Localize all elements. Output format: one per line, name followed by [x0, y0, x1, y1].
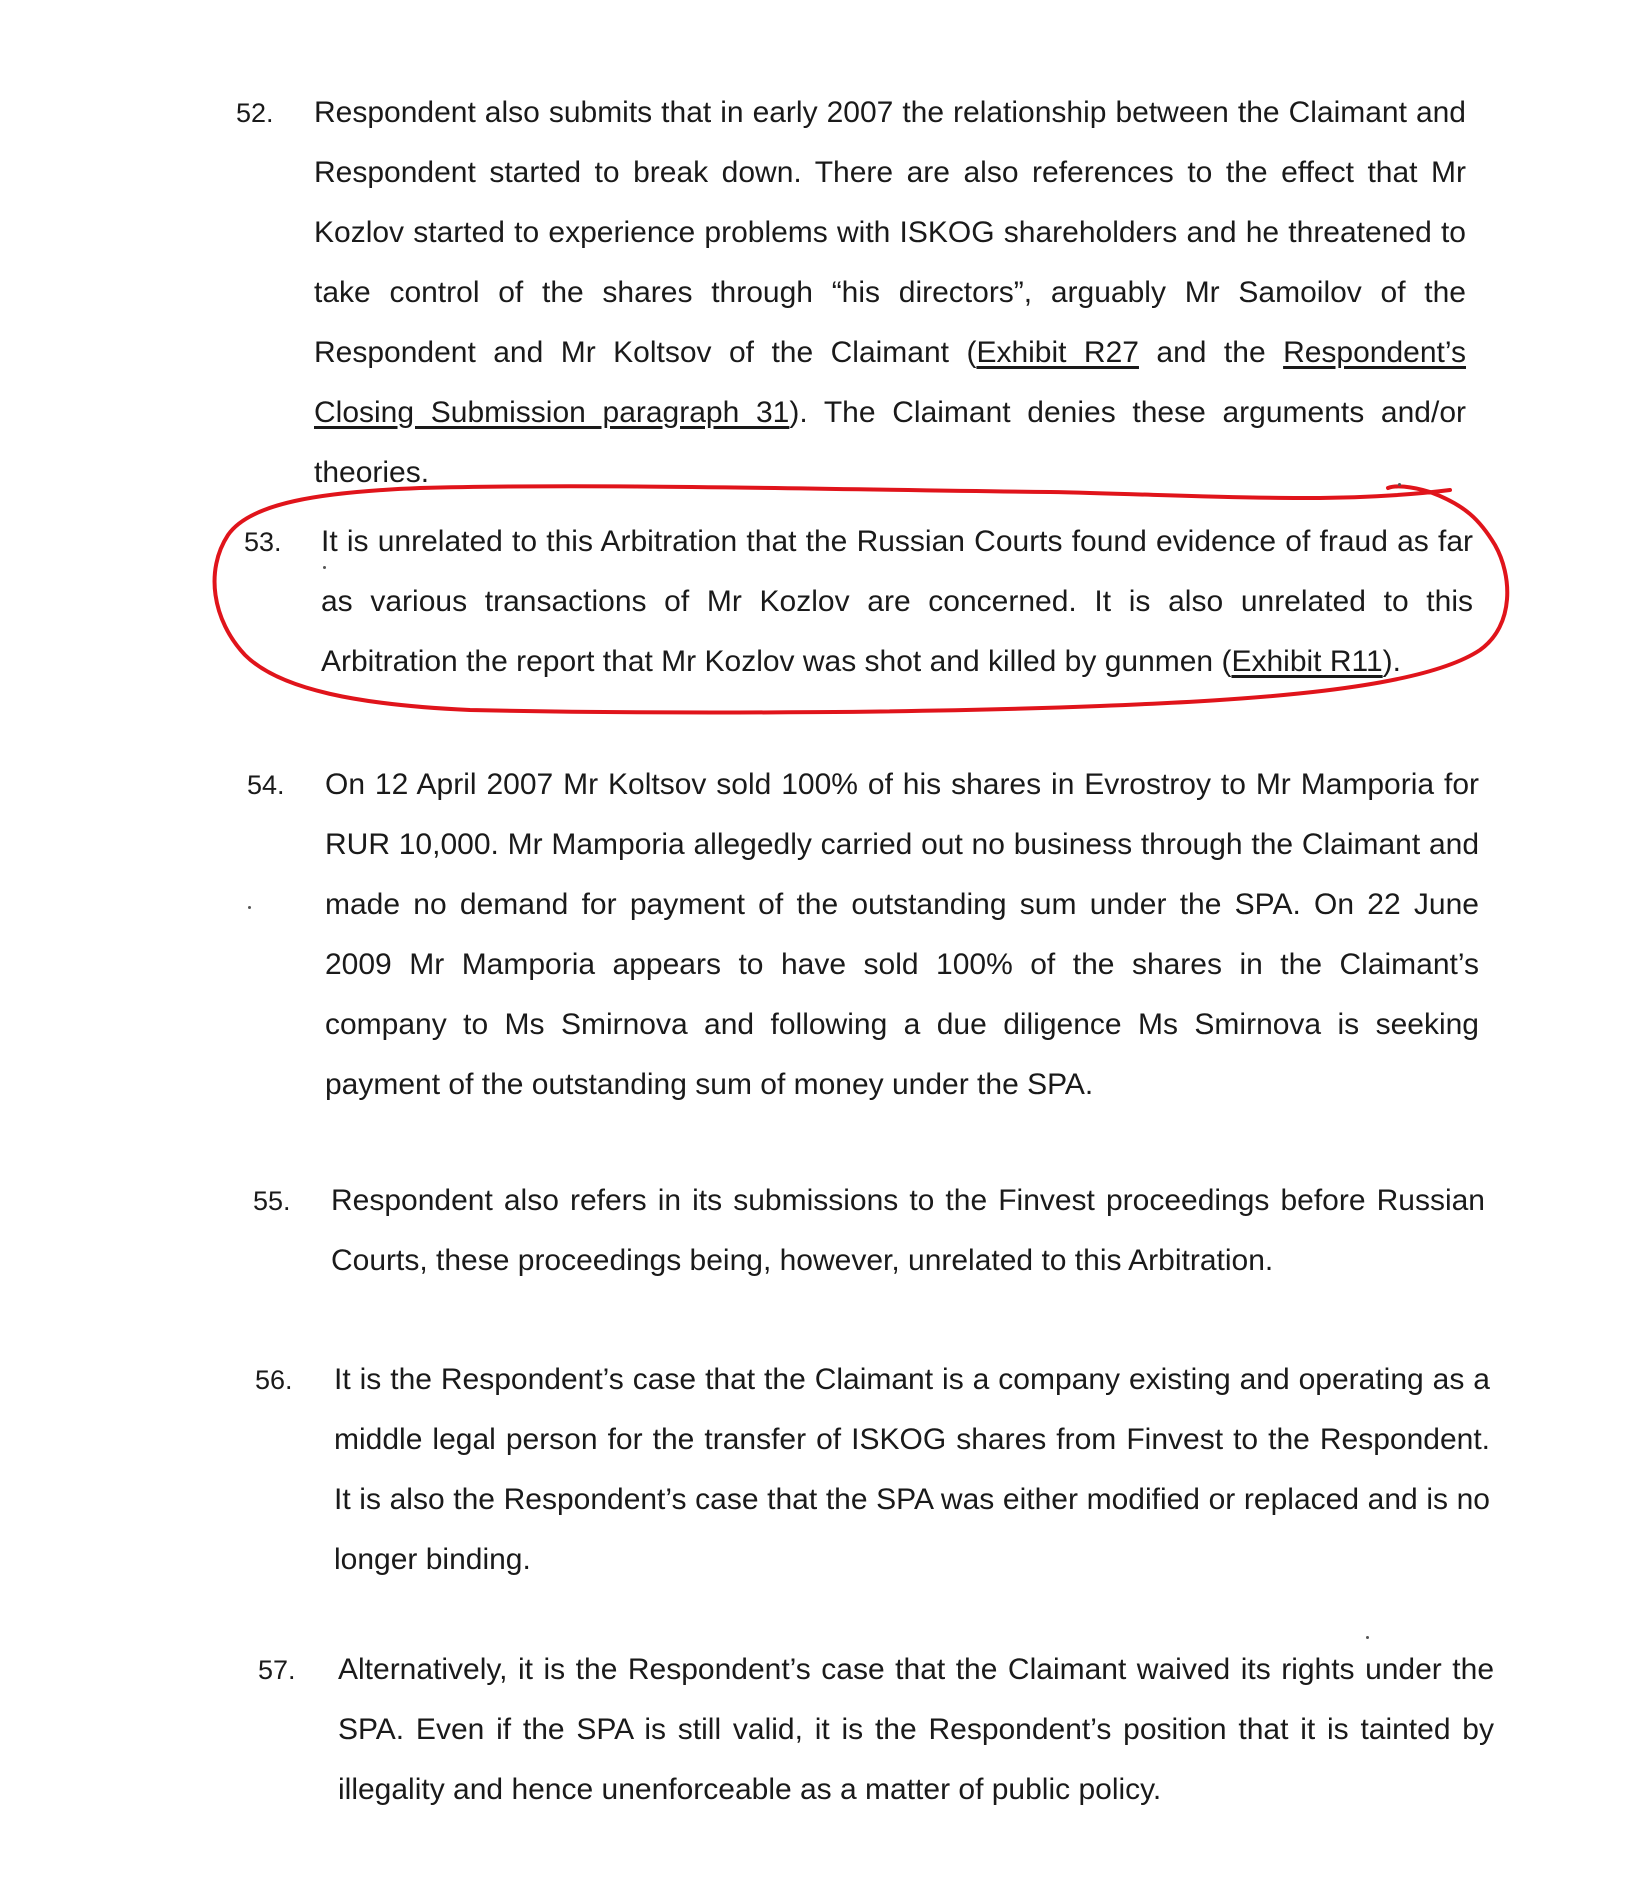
paragraph-number: 56. [255, 1365, 293, 1395]
paragraph-number: 54. [247, 770, 285, 800]
paragraph-text [321, 512, 1473, 692]
paragraph-text: It is the Respondent’s case that the Claimant is a company existing and operating as a middle legal person for the transfer of ISKOG shares from Finvest to the Respondent. It is also the Respondent’s case that the SPA was either modified or replaced and is no longer binding. [334, 1363, 1490, 1576]
scan-speck [323, 566, 326, 569]
paragraph-text [314, 83, 1466, 503]
text-run: ). The Claimant denies these arguments and/or theories. [314, 396, 1466, 489]
paragraph-number: 52. [236, 98, 274, 128]
text-run: Respondent also submits that in early 2007 the relationship between the Claimant and Respondent started to break down. There are also references to the effect that Mr Kozlov started to experience problems with ISKOG shareholders and he threatened to take control of the shares through “his directors”, arguably Mr Samoilov of the Respondent and Mr Koltsov of the Claimant ( [314, 96, 1466, 369]
paragraph-text: On 12 April 2007 Mr Koltsov sold 100% of his shares in Evrostroy to Mr Mamporia for RUR 10,000. Mr Mamporia allegedly carried out no business through the Claimant and made no demand for payment of the outstanding sum under the SPA. On 22 June 2009 Mr Mamporia appears to have sold 100% of the shares in the Claimant’s company to Ms Smirnova and following a due diligence Ms Smirnova is seeking payment of the outstanding sum of money under the SPA. [325, 768, 1479, 1101]
scan-speck [1366, 1636, 1369, 1639]
closing-submission-reference: Respondent’s Closing Submission paragraph 31 [314, 336, 1466, 429]
scan-speck [248, 906, 251, 909]
paragraph-text: Alternatively, it is the Respondent’s case that the Claimant waived its rights under the SPA. Even if the SPA is still valid, it is the Respondent’s position that it is tainted by illegality and hence unenforceable as a matter of public policy. [338, 1653, 1494, 1806]
paragraph-number: 53. [244, 527, 282, 557]
text-run: ). [1382, 645, 1401, 678]
exhibit-reference: Exhibit R11 [1231, 645, 1383, 678]
scan-speck [1398, 483, 1401, 486]
paragraph-text: Respondent also refers in its submissions to the Finvest proceedings before Russian Courts, these proceedings being, however, unrelated to this Arbitration. [331, 1184, 1485, 1277]
paragraph-number: 55. [253, 1186, 291, 1216]
text-run: and the [1138, 336, 1284, 369]
exhibit-reference: Exhibit R27 [976, 336, 1139, 369]
paragraph-number: 57. [258, 1655, 296, 1685]
text-run: It is unrelated to this Arbitration that the Russian Courts found evidence of fraud as far as various transactions of Mr Kozlov are concerned. It is also unrelated to this Arbitration the report that Mr Kozlov was shot and killed by gunmen ( [321, 525, 1473, 678]
